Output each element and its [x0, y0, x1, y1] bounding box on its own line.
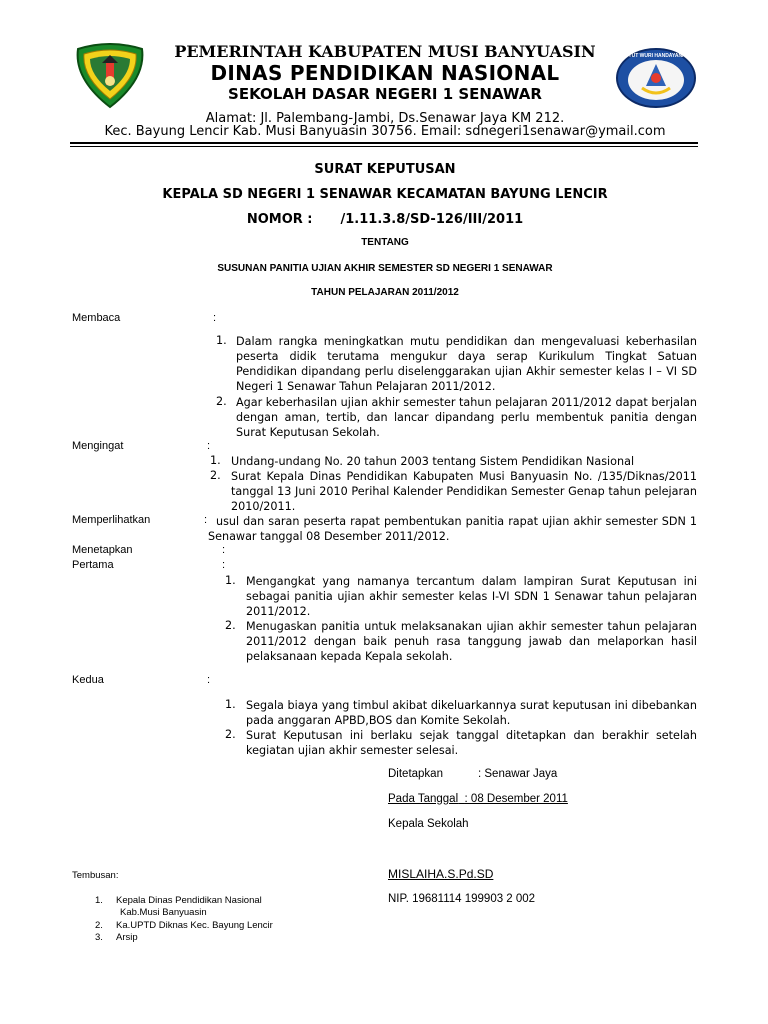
mengingat-item-1-text: Undang-undang No. 20 tahun 2003 tentang Sistem Pendidikan Nasional [231, 455, 635, 468]
memperlihatkan-label: Memperlihatkan [72, 514, 151, 526]
address-line-2: Kec. Bayung Lencir Kab. Musi Banyuasin 30756. Email: sdnegeri1senawar@ymail.com [104, 124, 666, 139]
tut-wuri-logo-text: TUT WURI HANDAYANI [628, 53, 684, 59]
pertama-item-1-number: 1. [225, 574, 236, 587]
school-name: SEKOLAH DASAR NEGERI 1 SENAWAR [228, 85, 542, 103]
signer-name: MISLAIHA.S.Pd.SD [388, 867, 494, 881]
tentang-heading: TENTANG [361, 237, 409, 248]
membaca-item-2-number: 2. [216, 395, 227, 408]
kedua-item-2-text: Surat Keputusan ini berlaku sejak tanggal ditetapkan dan berakhir setelah kegiatan ujian akhir semester selesai. [246, 729, 697, 757]
tembusan-item-1-number: 1. [95, 895, 103, 906]
tanggal-label: Pada Tanggal [388, 793, 459, 805]
nomor-value: /1.11.3.8/SD-126/III/2011 [340, 212, 524, 227]
pertama-item-2-number: 2. [225, 619, 236, 632]
pertama-label: Pertama [72, 559, 114, 571]
tembusan-label: Tembusan: [72, 870, 119, 881]
tanggal-value: : 08 Desember 2011 [464, 793, 568, 805]
tembusan-item-1-line1: Kepala Dinas Pendidikan Nasional [116, 895, 262, 906]
tembusan-item-2-number: 2. [95, 920, 103, 931]
decree-subtitle: KEPALA SD NEGERI 1 SENAWAR KECAMATAN BAYUNG LENCIR [162, 187, 608, 202]
mengingat-item-2-number: 2. [210, 469, 221, 482]
pertama-item-2-text: Menugaskan panitia untuk melaksanakan ujian akhir semester tahun pelajaran 2011/2012 dengan baik penuh rasa tanggung jawab dan melaporkan hasil pelaksanaan kepada Kepala sekolah. [246, 620, 697, 663]
menetapkan-colon: : [222, 544, 226, 556]
decree-subject: SUSUNAN PANITIA UJIAN AKHIR SEMESTER SD NEGERI 1 SENAWAR [217, 263, 553, 274]
signer-position: Kepala Sekolah [388, 818, 469, 830]
address-line-1: Alamat: Jl. Palembang-Jambi, Ds.Senawar Jaya KM 212. [205, 111, 565, 126]
ditetapkan-label: Ditetapkan [388, 768, 443, 780]
memperlihatkan-text: usul dan saran peserta rapat pembentukan panitia rapat ujian akhir semester SDN 1 Senawar tanggal 08 Desember 2011/2012. [208, 515, 697, 543]
header-rule-thin [70, 146, 698, 147]
tembusan-item-3-number: 3. [95, 932, 103, 943]
mengingat-label: Mengingat [72, 440, 124, 452]
regency-shield-icon [72, 43, 148, 109]
pertama-colon: : [222, 559, 226, 571]
membaca-label: Membaca [72, 312, 121, 324]
kedua-label: Kedua [72, 674, 104, 686]
pertama-item-1-text: Mengangkat yang namanya tercantum dalam lampiran Surat Keputusan ini sebagai panitia ujian akhir semester kelas I-VI SDN 1 Senawar tahun pelajaran 2011/2012. [246, 575, 697, 618]
government-name: PEMERINTAH KABUPATEN MUSI BANYUASIN [174, 42, 596, 61]
kedua-item-2-number: 2. [225, 728, 236, 741]
tanggal-line [388, 793, 568, 805]
regency-logo [72, 43, 148, 109]
menetapkan-label: Menetapkan [72, 544, 133, 556]
nomor-label: NOMOR : [246, 212, 313, 227]
mengingat-item-1-number: 1. [210, 454, 221, 467]
kedua-item-1-number: 1. [225, 698, 236, 711]
tembusan-item-3-line1: Arsip [116, 932, 138, 943]
kedua-item-1-text: Segala biaya yang timbul akibat dikeluarkannya surat keputusan ini dibebankan pada anggaran APBD,BOS dan Komite Sekolah. [246, 699, 697, 727]
membaca-item-2-text: Agar keberhasilan ujian akhir semester tahun pelajaran 2011/2012 dapat berjalan dengan aman, tertib, dan lancar dipandang perlu membentuk panitia dengan Surat Keputusan Sekolah. [236, 396, 697, 439]
decree-title: SURAT KEPUTUSAN [314, 162, 456, 177]
ditetapkan-value: : Senawar Jaya [478, 768, 558, 780]
tembusan-item-2-line1: Ka.UPTD Diknas Kec. Bayung Lencir [116, 920, 273, 931]
decree-year: TAHUN PELAJARAN 2011/2012 [311, 287, 459, 298]
tut-wuri-handayani-logo [614, 46, 698, 110]
memperlihatkan-colon: : [204, 514, 208, 526]
membaca-colon: : [213, 312, 217, 324]
mengingat-colon: : [207, 440, 211, 452]
signer-nip: NIP. 19681114 199903 2 002 [388, 893, 536, 905]
decree-number [70, 212, 700, 227]
kedua-colon: : [207, 674, 211, 686]
header-rule-thick [70, 142, 698, 144]
membaca-item-1-text: Dalam rangka meningkatkan mutu pendidikan dan mengevaluasi keberhasilan peserta didik terutama mengukur daya serap Kurikulum Tingkat Satuan Pendidikan dipandang perlu diselenggarakan ujian Akhir semester kelas I – VI SD Negeri 1 Senawar Tahun Pelajaran 2011/2012. [236, 335, 697, 393]
tembusan-item-1-line2: Kab.Musi Banyuasin [120, 907, 207, 918]
mengingat-item-2-text: Surat Kepala Dinas Pendidikan Kabupaten Musi Banyuasin No. /135/Diknas/2011 tanggal 13 Juni 2010 Perihal Kalender Pendidikan Semester Genap tahun pelejaran 2010/2011. [231, 470, 697, 513]
department-name: DINAS PENDIDIKAN NASIONAL [210, 61, 560, 85]
membaca-item-1-number: 1. [216, 334, 227, 347]
